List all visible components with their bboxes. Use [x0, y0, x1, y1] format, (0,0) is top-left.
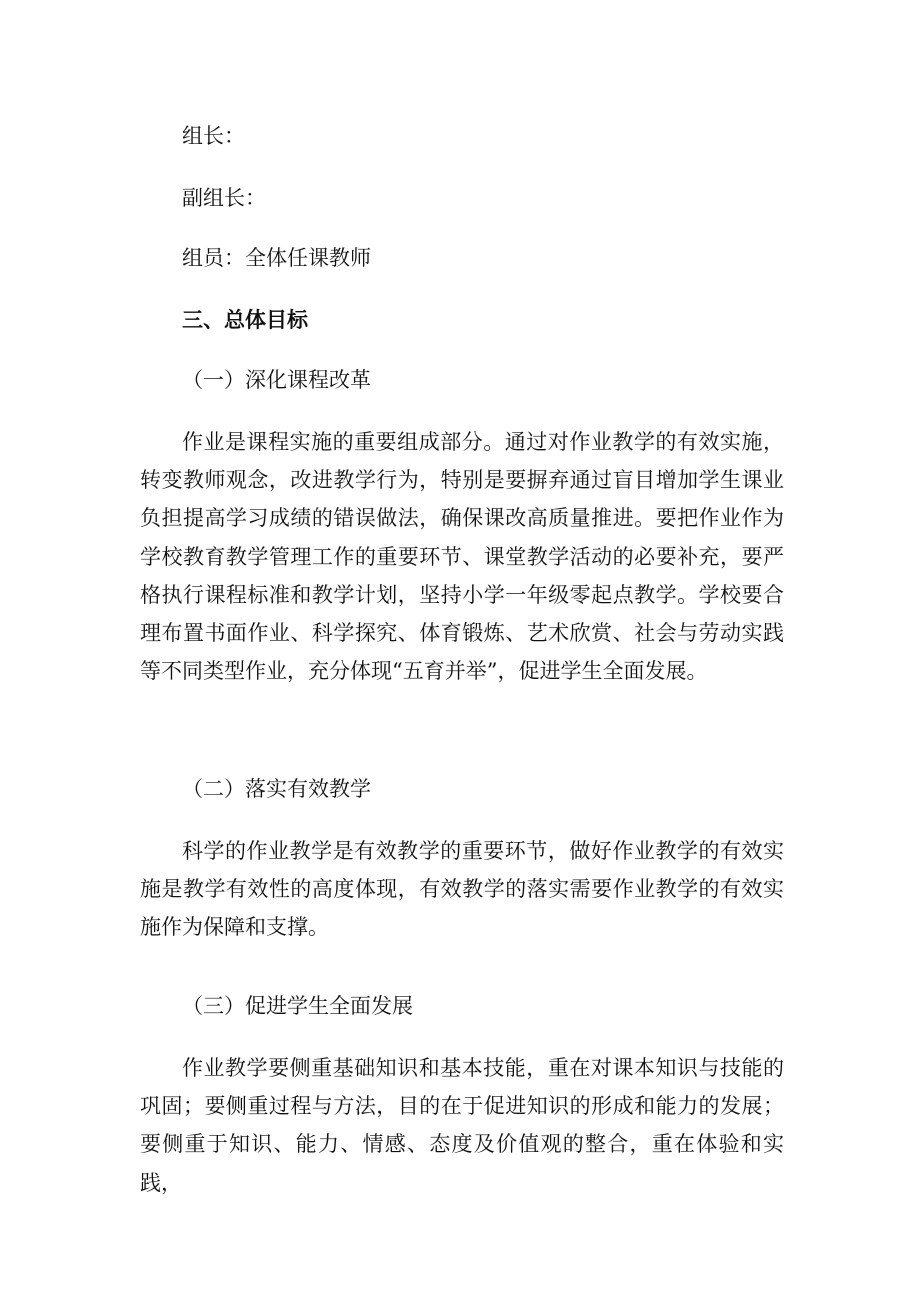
deputy-leader-line: 副组长：	[182, 186, 266, 210]
subsection-2-body: 科学的作业教学是有效教学的重要环节，做好作业教学的有效实施是教学有效性的高度体现，有效教学的落实需要作业教学的有效实施作为保障和支撑。	[140, 839, 784, 940]
subsection-3-title: （三）促进学生全面发展	[182, 994, 413, 1018]
leader-line: 组长：	[182, 124, 245, 148]
subsection-2-title: （二）落实有效教学	[182, 777, 371, 801]
section-three-heading: 三、总体目标	[182, 307, 308, 332]
members-line: 组员：全体任课教师	[182, 246, 371, 270]
subsection-1-body: 作业是课程实施的重要组成部分。通过对作业教学的有效实施，转变教师观念，改进教学行为，特别是要摒弃通过盲目增加学生课业负担提高学习成绩的错误做法，确保课改高质量推进。要把作业作为学校教育教学管理工作的重要环节、课堂教学活动的必要补充，要严格执行课程标准和教学计划，坚持小学一年级零起点教学。学校要合理布置书面作业、科学探究、体育锻炼、艺术欣赏、社会与劳动实践等不同类型作业，充分体现“五育并举”，促进学生全面发展。	[140, 430, 784, 684]
subsection-1-title: （一）深化课程改革	[182, 368, 371, 392]
subsection-3-body: 作业教学要侧重基础知识和基本技能，重在对课本知识与技能的巩固；要侧重过程与方法，目的在于促进知识的形成和能力的发展；要侧重于知识、能力、情感、态度及价值观的整合，重在体验和实践，	[140, 1056, 784, 1195]
